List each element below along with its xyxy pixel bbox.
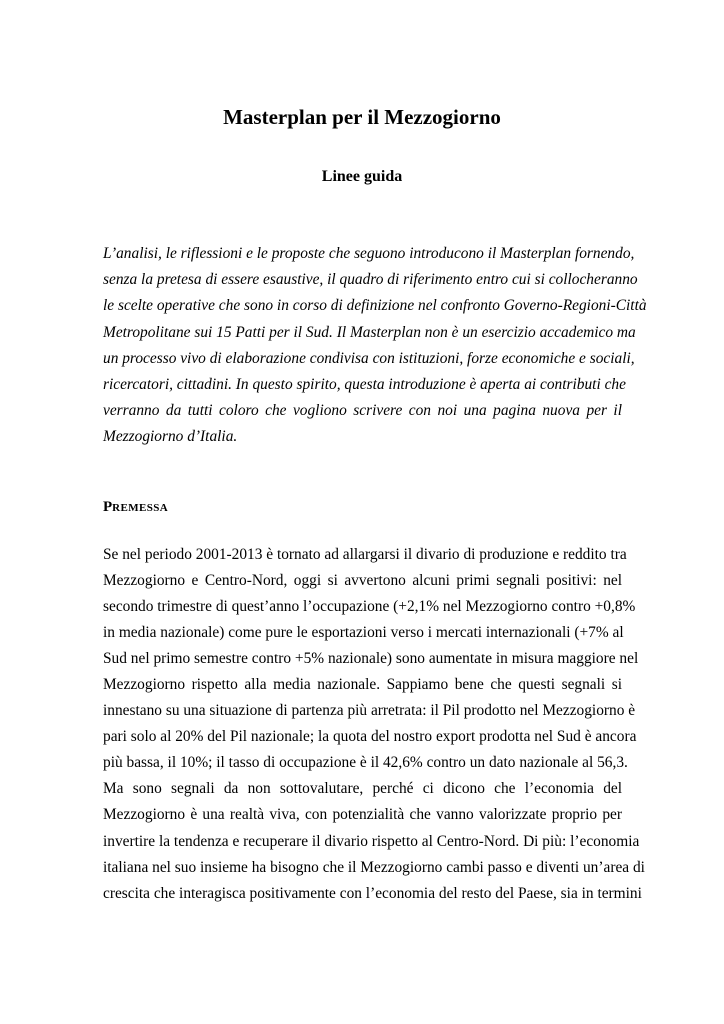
body-line: innestano su una situazione di partenza più arretrata: il Pil prodotto nel Mezzogiorno è — [103, 702, 636, 720]
section-paragraph — [103, 542, 645, 907]
intro-line: un processo vivo di elaborazione condivisa con istituzioni, forze economiche e sociali, — [103, 349, 635, 367]
body-line: Mezzogiorno e Centro-Nord, oggi si avvertono alcuni primi segnali positivi: nel — [103, 572, 622, 590]
body-line: crescita che interagisca positivamente con l’economia del resto del Paese, sia in termini — [103, 884, 642, 902]
body-line: Sud nel primo semestre contro +5% nazionale) sono aumentate in misura maggiore nel — [103, 650, 639, 668]
body-line: pari solo al 20% del Pil nazionale; la quota del nostro export prodotta nel Sud è ancora — [103, 728, 637, 746]
body-line: Ma sono segnali da non sottovalutare, perché ci dicono che l’economia del — [103, 780, 622, 798]
document-subtitle: Linee guida — [321, 168, 403, 185]
intro-line: Metropolitane sui 15 Patti per il Sud. Il Masterplan non è un esercizio accademico ma — [103, 323, 636, 341]
section-heading-initial: P — [103, 499, 113, 515]
intro-paragraph — [103, 241, 647, 451]
intro-line: Mezzogiorno d’Italia. — [103, 428, 238, 446]
intro-line: le scelte operative che sono in corso di definizione nel confronto Governo-Regioni-Città — [103, 297, 647, 315]
body-line: Mezzogiorno è una realtà viva, con potenzialità che vanno valorizzate proprio per — [103, 806, 622, 824]
body-line: secondo trimestre di quest’anno l’occupazione (+2,1% nel Mezzogiorno contro +0,8% — [103, 598, 636, 616]
body-line: invertire la tendenza e recuperare il divario rispetto al Centro-Nord. Di più: l’economia — [103, 832, 640, 850]
body-line: Se nel periodo 2001-2013 è tornato ad allargarsi il divario di produzione e reddito tra — [103, 546, 627, 563]
body-line: italiana nel suo insieme ha bisogno che il Mezzogiorno cambi passo e diventi un’area di — [103, 858, 645, 876]
body-line: in media nazionale) come pure le esportazioni verso i mercati internazionali (+7% al — [103, 624, 624, 642]
intro-line: senza la pretesa di essere esaustive, il quadro di riferimento entro cui si collocheranno — [103, 271, 638, 289]
body-line: più bassa, il 10%; il tasso di occupazione è il 42,6% contro un dato nazionale al 56,3. — [103, 754, 628, 772]
intro-line: ricercatori, cittadini. In questo spirito, questa introduzione è aperta ai contributi che — [103, 375, 626, 393]
intro-line: verranno da tutti coloro che vogliono scrivere con noi una pagina nuova per il — [103, 402, 622, 420]
document-title: Masterplan per il Mezzogiorno — [223, 105, 501, 129]
section-heading-rest: REMESSA — [112, 502, 169, 514]
section-heading — [103, 497, 168, 518]
body-line: Mezzogiorno rispetto alla media nazionale. Sappiamo bene che questi segnali si — [103, 676, 622, 694]
intro-line: L’analisi, le riflessioni e le proposte che seguono introducono il Masterplan fornendo, — [103, 245, 635, 262]
